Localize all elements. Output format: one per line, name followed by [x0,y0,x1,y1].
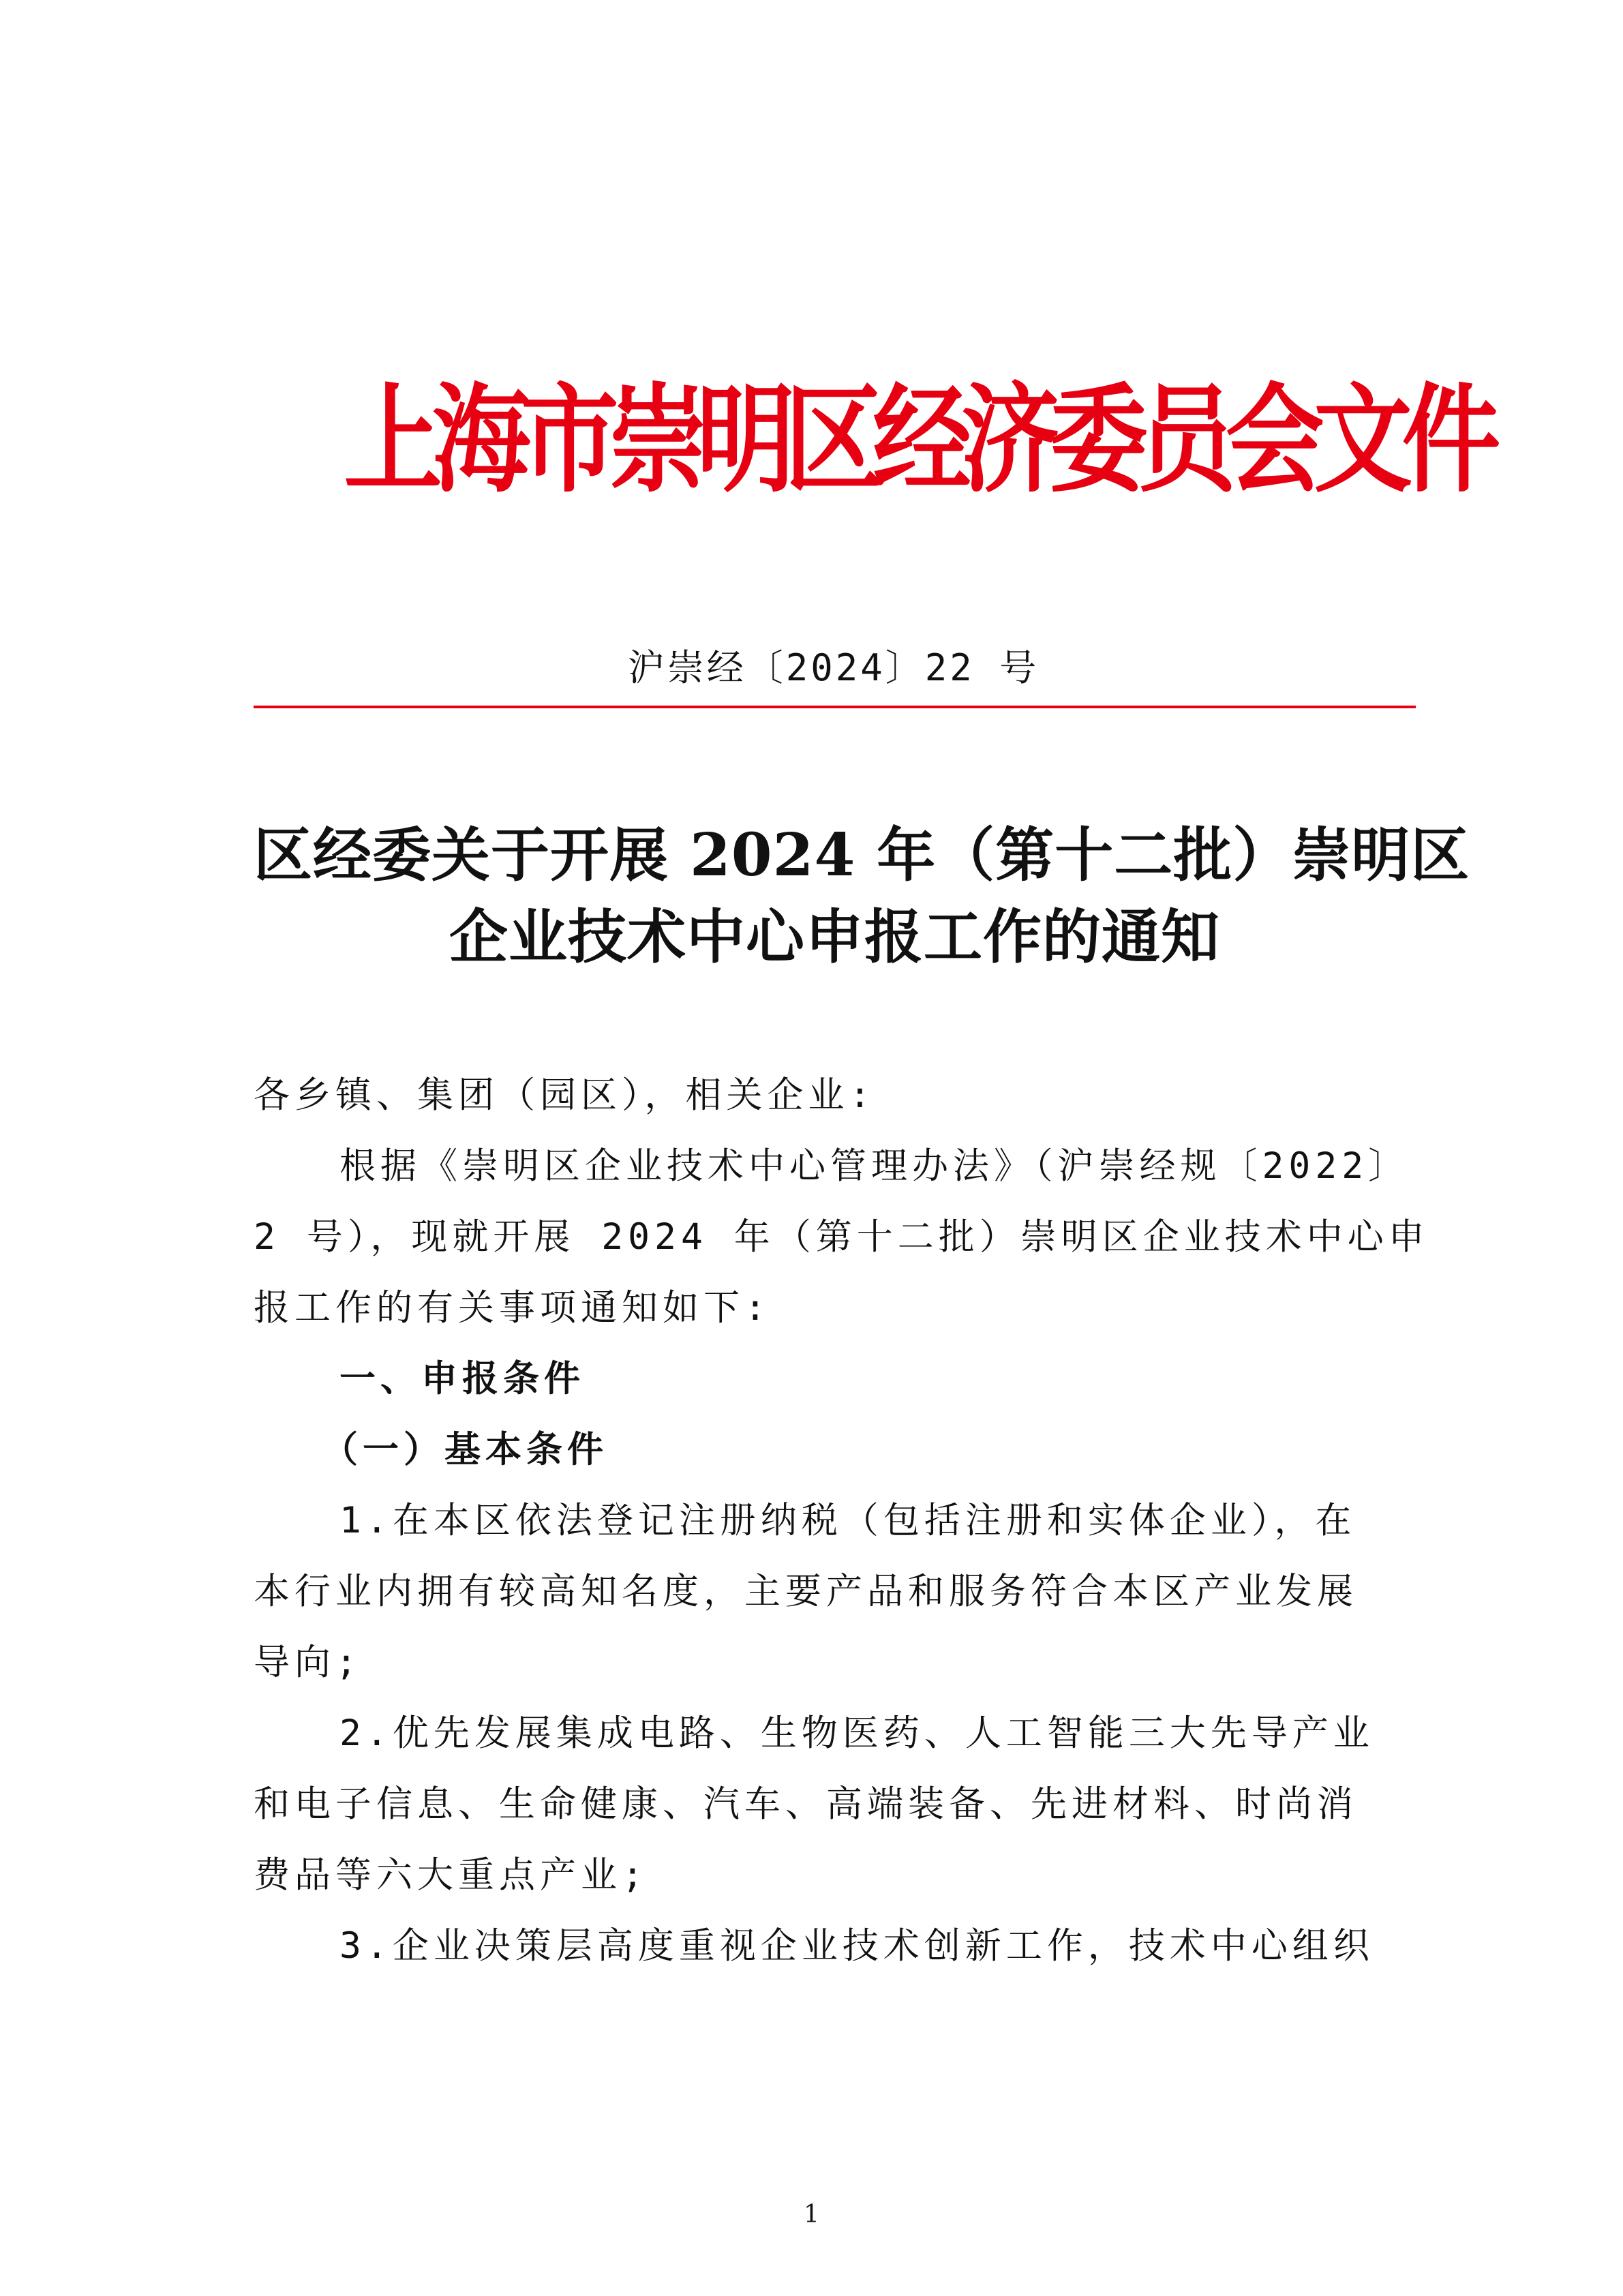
issuer-header-title: 上海市崇明区经济委员会文件 [344,370,1491,509]
page-number: 1 [804,2201,819,2229]
body-line: 1.在本区依法登记注册纳税（包括注册和实体企业），在 [339,1500,1356,1541]
notice-title-line: 区经委关于开展 2024 年（第十二批）崇明区 [254,821,1470,890]
salutation: 各乡镇、集团（园区），相关企业: [254,1074,876,1116]
notice-body [254,1060,1429,1982]
body-line: 2 号），现就开展 2024 年（第十二批）崇明区企业技术中心申 [254,1216,1429,1258]
body-line: 报工作的有关事项通知如下: [254,1287,771,1329]
body-line: 导向; [254,1642,362,1683]
body-line: 3.企业决策层高度重视企业技术创新工作，技术中心组织 [339,1925,1374,1967]
notice-title-line: 企业技术中心申报工作的通知 [449,903,1220,971]
notice-title [254,815,1470,978]
body-line: 和电子信息、生命健康、汽车、高端装备、先进材料、时尚消 [254,1783,1358,1825]
body-line: 2.优先发展集成电路、生物医药、人工智能三大先导产业 [339,1712,1374,1754]
section-heading: 一、申报条件 [339,1358,585,1400]
red-divider-line [254,706,1416,708]
body-line: 费品等六大重点产业; [254,1854,648,1896]
subsection-heading: （一）基本条件 [322,1429,608,1470]
body-line: 根据《崇明区企业技术中心管理办法》（沪崇经规〔2022〕 [339,1145,1410,1187]
body-line: 本行业内拥有较高知名度，主要产品和服务符合本区产业发展 [254,1571,1358,1612]
document-number: 沪崇经〔2024〕22 号 [627,646,1040,689]
